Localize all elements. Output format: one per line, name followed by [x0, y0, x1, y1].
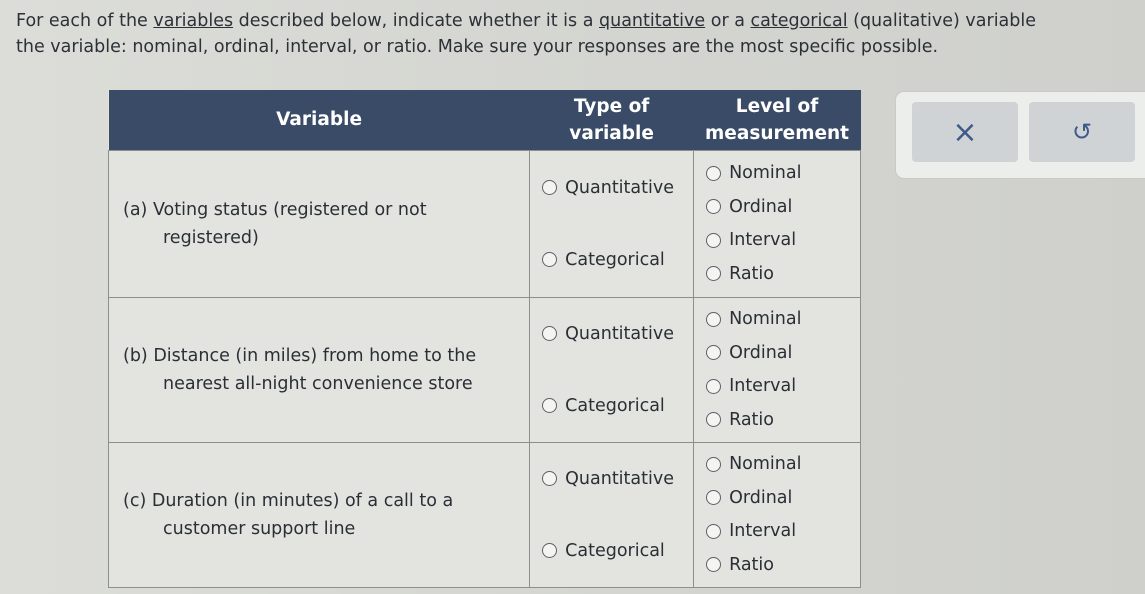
option-label: Categorical — [565, 540, 665, 561]
radio-circle-icon[interactable] — [706, 412, 721, 427]
radio-interval[interactable] — [706, 224, 860, 258]
option-label: Categorical — [565, 249, 665, 270]
radio-nominal[interactable] — [706, 157, 860, 191]
type-cell — [530, 150, 694, 297]
header-level-line1: Level of — [735, 95, 819, 117]
instructions-line-1 — [16, 8, 1145, 34]
header-type — [530, 90, 694, 150]
variable-text-line2: nearest all-night convenience store — [163, 373, 473, 394]
radio-circle-icon[interactable] — [706, 557, 721, 572]
radio-quantitative[interactable] — [542, 152, 693, 224]
radio-quantitative[interactable] — [542, 298, 693, 370]
radio-categorical[interactable] — [542, 515, 693, 587]
variable-text-line1: (c) Duration (in minutes) of a call to a — [123, 490, 454, 511]
option-label: Interval — [729, 376, 797, 397]
quantitative-link[interactable]: quantitative — [599, 11, 706, 31]
undo-icon: ↺ — [1071, 118, 1093, 146]
option-label: Ordinal — [729, 342, 793, 363]
radio-ordinal[interactable] — [706, 481, 860, 515]
option-label: Quantitative — [565, 468, 674, 489]
radio-circle-icon[interactable] — [706, 233, 721, 248]
radio-circle-icon[interactable] — [706, 166, 721, 181]
variable-cell — [109, 297, 530, 442]
radio-categorical[interactable] — [542, 224, 693, 296]
variable-cell — [109, 442, 530, 587]
radio-circle-icon[interactable] — [706, 524, 721, 539]
radio-ratio[interactable] — [706, 257, 860, 291]
option-label: Ratio — [729, 554, 774, 575]
variable-text-line1: (a) Voting status (registered or not — [123, 199, 427, 220]
option-label: Nominal — [729, 454, 802, 475]
radio-circle-icon[interactable] — [706, 457, 721, 472]
radio-circle-icon[interactable] — [706, 266, 721, 281]
instructions — [16, 8, 1145, 60]
header-variable-label: Variable — [276, 109, 362, 131]
header-row — [109, 90, 861, 150]
clear-button[interactable] — [912, 102, 1018, 162]
instructions-line-2: the variable: nominal, ordinal, interval, or ratio. Make sure your responses are the most specific possible. — [16, 37, 939, 57]
undo-button[interactable] — [1029, 102, 1135, 162]
instructions-text: For each of the — [16, 11, 154, 31]
option-label: Ratio — [729, 409, 774, 430]
radio-categorical[interactable] — [542, 370, 693, 442]
close-icon: × — [952, 114, 978, 150]
radio-circle-icon[interactable] — [706, 312, 721, 327]
header-level-line2: measurement — [705, 122, 850, 144]
instructions-text: (qualitative) variable — [847, 11, 1037, 31]
option-label: Interval — [729, 230, 797, 251]
radio-circle-icon[interactable] — [542, 180, 557, 195]
radio-circle-icon[interactable] — [706, 490, 721, 505]
answer-tools-panel — [896, 92, 1145, 178]
option-label: Categorical — [565, 395, 665, 416]
header-type-line1: Type of — [573, 95, 650, 117]
categorical-link[interactable]: categorical — [750, 11, 848, 31]
table-row — [109, 442, 861, 587]
radio-circle-icon[interactable] — [706, 345, 721, 360]
variable-text-line1: (b) Distance (in miles) from home to the — [123, 345, 477, 366]
radio-ratio[interactable] — [706, 403, 860, 437]
radio-quantitative[interactable] — [542, 443, 693, 515]
radio-circle-icon[interactable] — [706, 199, 721, 214]
radio-ordinal[interactable] — [706, 190, 860, 224]
radio-nominal[interactable] — [706, 303, 860, 337]
variable-cell — [109, 150, 530, 297]
radio-interval[interactable] — [706, 370, 860, 404]
option-label: Quantitative — [565, 177, 674, 198]
radio-ordinal[interactable] — [706, 336, 860, 370]
variable-text-line2: registered) — [163, 227, 259, 248]
header-level — [694, 90, 861, 150]
radio-circle-icon[interactable] — [542, 471, 557, 486]
instructions-text: or a — [705, 11, 751, 31]
level-cell — [694, 297, 861, 442]
radio-circle-icon[interactable] — [542, 252, 557, 267]
option-label: Ratio — [729, 263, 774, 284]
radio-circle-icon[interactable] — [542, 543, 557, 558]
variables-link[interactable]: variables — [153, 11, 234, 31]
option-label: Nominal — [729, 163, 802, 184]
radio-interval[interactable] — [706, 515, 860, 549]
option-label: Interval — [729, 521, 797, 542]
table-row — [109, 150, 861, 297]
radio-circle-icon[interactable] — [542, 326, 557, 341]
radio-circle-icon[interactable] — [706, 379, 721, 394]
level-cell — [694, 442, 861, 587]
option-label: Nominal — [729, 309, 802, 330]
header-variable — [109, 90, 530, 150]
radio-ratio[interactable] — [706, 548, 860, 582]
variable-text-line2: customer support line — [163, 518, 356, 539]
option-label: Ordinal — [729, 487, 793, 508]
radio-nominal[interactable] — [706, 448, 860, 482]
table-row — [109, 297, 861, 442]
instructions-text: described below, indicate whether it is a — [233, 11, 599, 31]
type-cell — [530, 297, 694, 442]
type-cell — [530, 442, 694, 587]
header-type-line2: variable — [569, 122, 654, 144]
radio-circle-icon[interactable] — [542, 398, 557, 413]
question-table — [108, 90, 861, 588]
option-label: Ordinal — [729, 196, 793, 217]
level-cell — [694, 150, 861, 297]
option-label: Quantitative — [565, 323, 674, 344]
